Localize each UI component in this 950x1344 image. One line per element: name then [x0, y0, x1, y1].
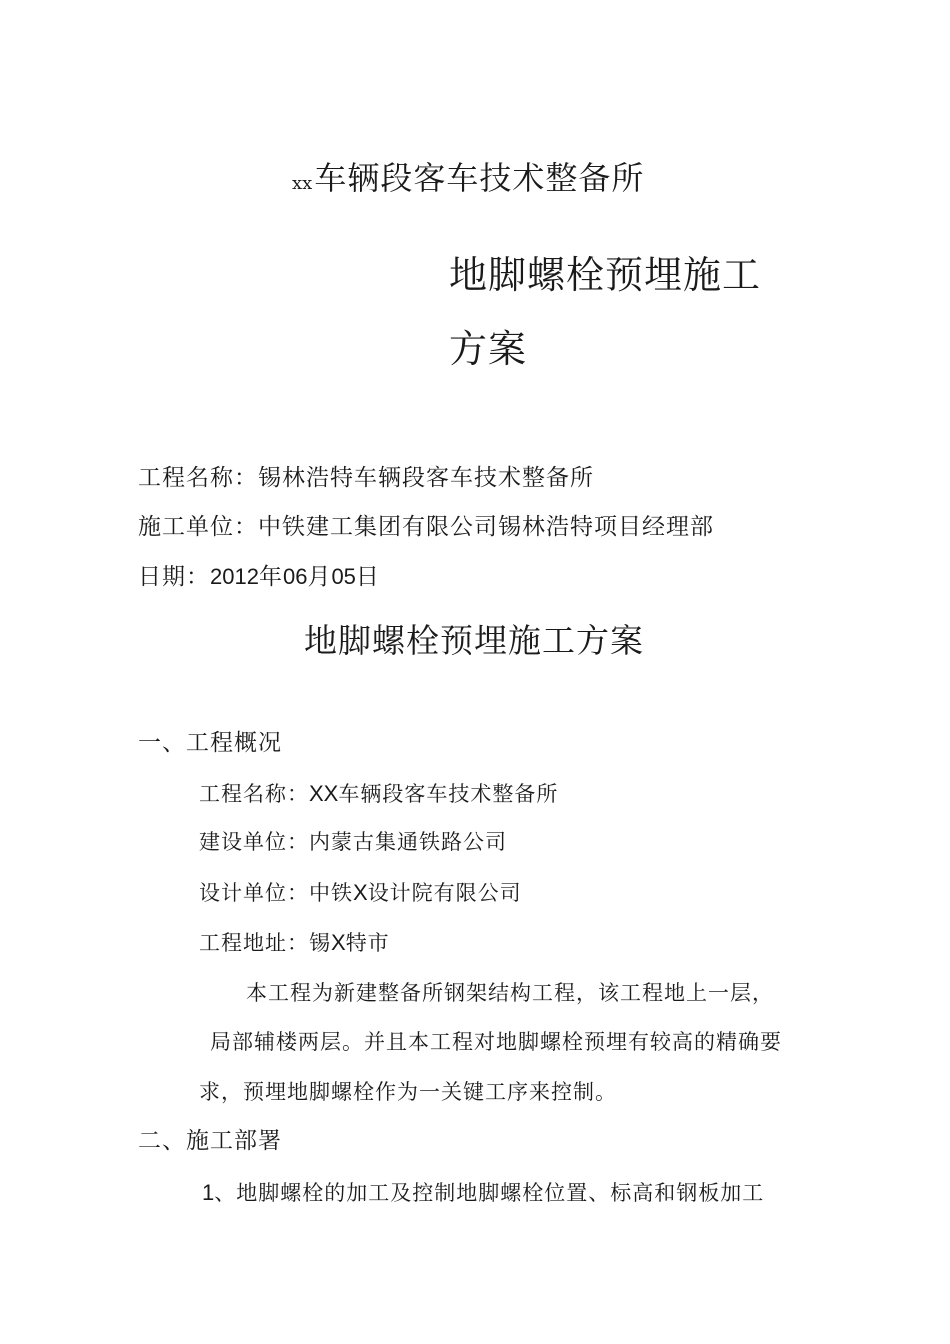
- date-month: 06: [282, 564, 308, 589]
- builder-row: [199, 832, 507, 853]
- main-title-line-2: 方案: [449, 327, 528, 371]
- address-value-a: 锡: [309, 931, 331, 955]
- designer-label: 设计单位：: [199, 881, 309, 905]
- item-1-number: 1: [202, 1180, 215, 1205]
- section-2-heading: 二、施工部署: [138, 1128, 282, 1154]
- project-name-label: 工程名称：: [138, 465, 258, 491]
- address-label: 工程地址：: [199, 931, 309, 955]
- organization-title: [292, 159, 645, 197]
- construction-unit-label: 施工单位：: [138, 514, 258, 540]
- builder-label: 建设单位：: [199, 830, 309, 854]
- designer-value-a: 中铁: [309, 881, 353, 905]
- overview-name-value: 车辆段客车技术整备所: [338, 782, 559, 806]
- deployment-item-1: [202, 1182, 764, 1204]
- designer-row: [199, 882, 522, 904]
- address-value-x: X: [331, 930, 346, 955]
- org-prefix: xx: [292, 173, 313, 194]
- designer-value-x: X: [353, 880, 368, 905]
- construction-unit-value: 中铁建工集团有限公司锡林浩特项目经理部: [258, 514, 714, 540]
- project-name-value: 锡林浩特车辆段客车技术整备所: [258, 465, 594, 491]
- date-month-unit: 月: [307, 564, 332, 590]
- overview-paragraph-line-1: 本工程为新建整备所钢架结构工程，该工程地上一层，: [246, 981, 774, 1005]
- date-day-unit: 日: [355, 564, 380, 590]
- date-label: 日期：: [138, 564, 210, 590]
- overview-name-label: 工程名称：: [199, 782, 309, 806]
- date-year-unit: 年: [258, 564, 283, 590]
- overview-project-name-row: [199, 783, 558, 805]
- date-row: [138, 566, 380, 589]
- address-value-b: 特市: [345, 931, 390, 955]
- document-title: 地脚螺栓预埋施工方案: [304, 621, 644, 660]
- overview-name-prefix: XX: [309, 781, 339, 806]
- builder-value: 内蒙古集通铁路公司: [309, 830, 507, 854]
- section-1-heading: 一、工程概况: [138, 730, 282, 756]
- date-day: 05: [331, 564, 356, 589]
- date-year: 2012: [210, 564, 259, 589]
- org-title-text: 车辆段客车技术整备所: [314, 159, 645, 197]
- designer-value-b: 设计院有限公司: [367, 881, 522, 905]
- construction-unit-row: [138, 516, 714, 539]
- overview-paragraph-line-3: 求，预埋地脚螺栓作为一关键工序来控制。: [199, 1080, 617, 1104]
- project-name-row: [138, 467, 594, 490]
- main-title-line-1: 地脚螺栓预埋施工: [449, 253, 762, 297]
- item-1-text: 、地脚螺栓的加工及控制地脚螺栓位置、标高和钢板加工: [214, 1181, 765, 1205]
- address-row: [199, 932, 390, 954]
- overview-paragraph-line-2: 局部辅楼两层。并且本工程对地脚螺栓预埋有较高的精确要: [210, 1030, 782, 1054]
